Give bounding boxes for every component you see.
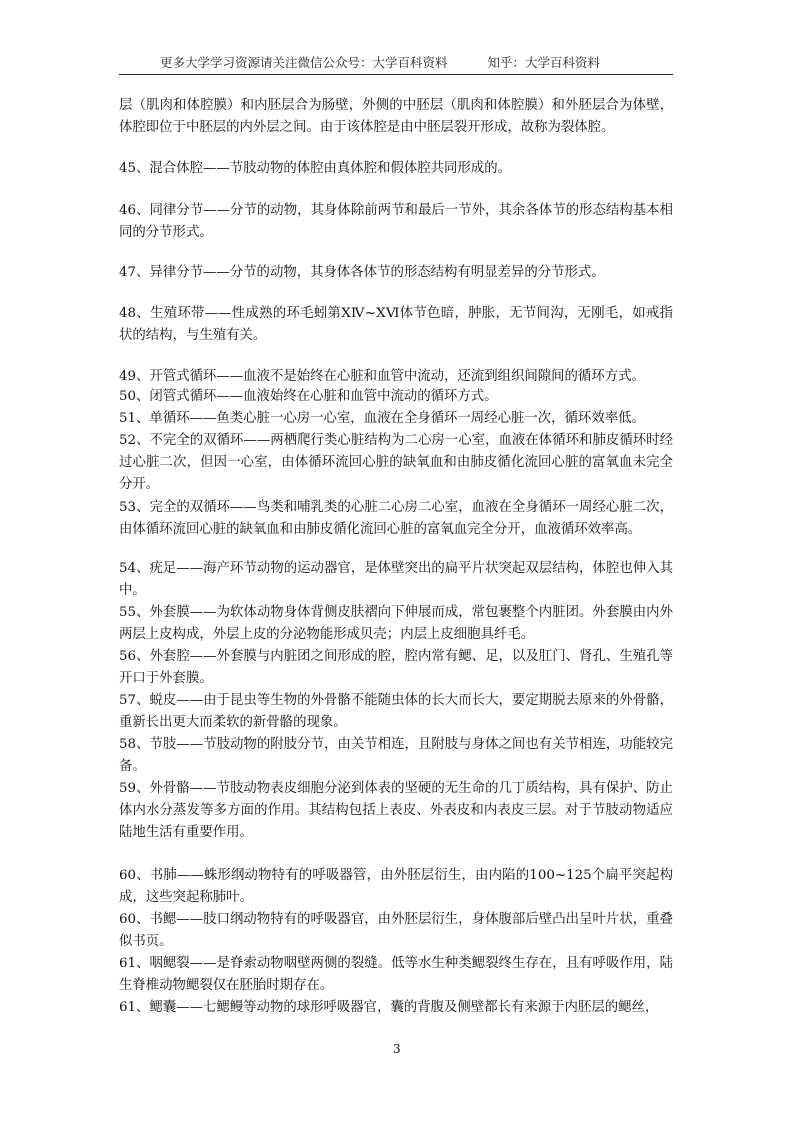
term-51: 51、单循环——鱼类心脏一心房一心室，血液在全身循环一周经心脏一次，循环效率低。	[119, 411, 645, 426]
term-50: 50、闭管式循环——血液始终在心脏和血管中流动的循环方式。	[119, 389, 498, 404]
term-49: 49、开管式循环——血液不是始终在心脏和血管中流动，还流到组织间隙间的循环方式。	[119, 369, 645, 384]
term-48: 48、生殖环带——性成熟的环毛蚓第ⅩⅣ~ⅩⅥ体节色暗，肿胀，无节间沟，无刚毛，如戒指状的结构，与生殖有关。	[119, 306, 673, 343]
term-54: 54、疣足——海产环节动物的运动器官，是体壁突出的扁平片状突起双层结构，体腔也伸入其中。	[119, 561, 673, 598]
term-60-book-gill: 60、书鳃——肢口纲动物特有的呼吸器官，由外胚层衍生，身体腹部后壁凸出呈叶片状，重叠似书页。	[119, 912, 673, 949]
term-59: 59、外骨骼——节肢动物表皮细胞分泌到体表的坚硬的无生命的几丁质结构，具有保护、防止体内水分蒸发等多方面的作用。其结构包括上表皮、外表皮和内表皮三层。对于节肢动物适应陆地生活有重要作用。	[119, 781, 673, 840]
term-57: 57、蜕皮——由于昆虫等生物的外骨骼不能随虫体的长大而长大，要定期脱去原来的外骨骼，重新长出更大而柔软的新骨骼的现象。	[119, 693, 673, 730]
page-header	[160, 53, 600, 71]
term-45: 45、混合体腔——节肢动物的体腔由真体腔和假体腔共同形成的。	[119, 161, 511, 176]
term-61-gill-pouch: 61、鳃囊——七鳃鳗等动物的球形呼吸器官，囊的背腹及侧壁都长有来源于内胚层的鳃丝，	[119, 1000, 659, 1015]
paragraph-continued: 层（肌肉和体腔膜）和内胚层合为肠壁，外侧的中胚层（肌肉和体腔膜）和外胚层合为体壁，体腔即位于中胚层的内外层之间。由于该体腔是由中胚层裂开形成，故称为裂体腔。	[119, 98, 673, 135]
term-61-pharyngeal-slit: 61、咽鳃裂——是脊索动物咽壁两侧的裂缝。低等水生种类鳃裂终生存在，且有呼吸作用，陆生脊椎动物鳃裂仅在胚胎时期存在。	[119, 956, 673, 993]
header-wechat-note: 更多大学学习资源请关注微信公众号：大学百科资料	[160, 55, 448, 70]
term-52: 52、不完全的双循环——两栖爬行类心脏结构为二心房一心室，血液在体循环和肺皮循环时经过心脏二次，但因一心室，由体循环流回心脏的缺氧血和由肺皮循化流回心脏的富氧血未完全分开。	[119, 433, 673, 492]
page-number: 3	[393, 1042, 401, 1056]
header-zhihu-note: 知乎：大学百科资料	[487, 55, 601, 70]
term-58: 58、节肢——节肢动物的附肢分节，由关节相连，且附肢与身体之间也有关节相连，功能较完备。	[119, 737, 673, 774]
term-55: 55、外套膜——为软体动物身体背侧皮肤褶向下伸展而成，常包裹整个内脏团。外套膜由内外两层上皮构成，外层上皮的分泌物能形成贝壳；内层上皮细胞具纤毛。	[119, 605, 673, 642]
term-46: 46、同律分节——分节的动物，其身体除前两节和最后一节外，其余各体节的形态结构基本相同的分节形式。	[119, 203, 673, 240]
term-47: 47、异律分节——分节的动物，其身体各体节的形态结构有明显差异的分节形式。	[119, 265, 605, 280]
term-60-book-lung: 60、书肺——蛛形纲动物特有的呼吸器管，由外胚层衍生，由内陷的100~125个扁平突起构成，这些突起称肺叶。	[119, 868, 673, 905]
header-rule	[119, 74, 673, 75]
term-53: 53、完全的双循环——鸟类和哺乳类的心脏二心房二心室，血液在全身循环一周经心脏二次，由体循环流回心脏的缺氧血和由肺皮循化流回心脏的富氧血完全分开，血液循环效率高。	[119, 500, 673, 537]
term-56: 56、外套腔——外套膜与内脏团之间形成的腔，腔内常有鳃、足，以及肛门、肾孔、生殖孔等开口于外套膜。	[119, 649, 673, 686]
